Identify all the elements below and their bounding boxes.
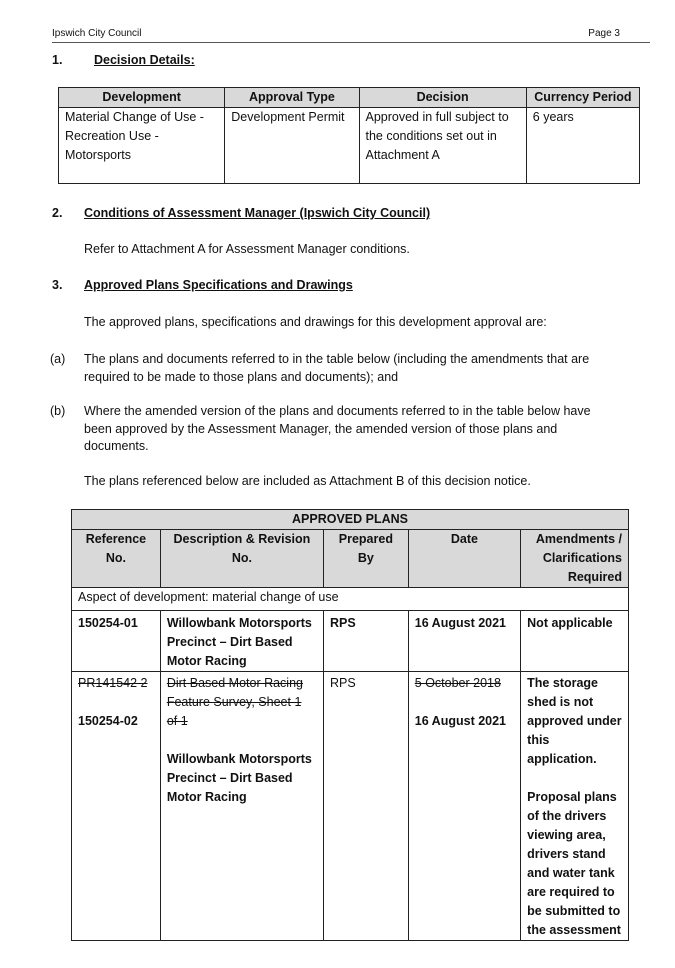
item-b-line3: documents.: [84, 439, 149, 453]
section2-number: 2.: [52, 206, 63, 220]
aspect-cell: Aspect of development: material change of use: [72, 588, 629, 611]
approval-type-cell: Development Permit: [225, 108, 359, 184]
row2-date-current: 16 August 2021: [414, 714, 507, 728]
row1-date: 16 August 2021: [408, 611, 520, 672]
col-reference: Reference No.: [72, 530, 161, 588]
row1-amendments: Not applicable: [521, 611, 629, 672]
row2-reference: [72, 672, 161, 941]
approved-plans-table: [71, 509, 629, 941]
item-a-line2: required to be made to those plans and documents); and: [84, 370, 399, 384]
table-row: [72, 672, 629, 941]
plans-header-row: [72, 530, 629, 588]
row2-amendments: The storage shed is not approved under this application. Proposal plans of the drivers viewing area, drivers stand and water tank are required to be submitted to the assessment: [521, 672, 629, 941]
section1-number: 1.: [52, 53, 63, 67]
col-approval-type: Approval Type: [225, 88, 359, 108]
row2-reference-current: 150254-02: [78, 714, 138, 728]
development-cell: Material Change of Use - Recreation Use - Motorsports: [59, 108, 225, 184]
col-currency-period: Currency Period: [526, 88, 639, 108]
page-number: Page 3: [588, 28, 620, 39]
decision-cell: Approved in full subject to the conditions set out in Attachment A: [359, 108, 526, 184]
item-b-label: (b): [50, 404, 66, 418]
col-amendments: Amendments / Clarifications Required: [521, 530, 629, 588]
section3-title: Approved Plans Specifications and Drawings: [84, 278, 353, 292]
row2-date-superseded: 5 October 2018: [414, 676, 501, 690]
table-row: [72, 611, 629, 672]
decision-details-table: [58, 87, 640, 184]
council-name: Ipswich City Council: [52, 28, 142, 39]
approved-plans-title: APPROVED PLANS: [72, 510, 629, 530]
row1-description: Willowbank Motorsports Precinct – Dirt Based Motor Racing: [160, 611, 323, 672]
page-header: [52, 26, 650, 43]
aspect-row: [72, 588, 629, 611]
item-a-label: (a): [50, 352, 66, 366]
row2-reference-superseded: PR141542 2: [78, 676, 148, 690]
item-a-line1: The plans and documents referred to in the table below (including the amendments that are: [84, 352, 590, 366]
row2-date: [408, 672, 520, 941]
item-b-line2: been approved by the Assessment Manager, the amended version of those plans and: [84, 422, 558, 436]
col-description: Description & Revision No.: [160, 530, 323, 588]
col-prepared-by: Prepared By: [323, 530, 408, 588]
section3-intro: The approved plans, specifications and drawings for this development approval are:: [84, 315, 547, 329]
section2-title: Conditions of Assessment Manager (Ipswich City Council): [84, 206, 431, 220]
section2-body: Refer to Attachment A for Assessment Manager conditions.: [84, 242, 410, 256]
section1-title: Decision Details:: [94, 53, 195, 67]
col-development: Development: [59, 88, 225, 108]
currency-period-cell: 6 years: [526, 108, 639, 184]
row1-reference: 150254-01: [72, 611, 161, 672]
row1-prepared: RPS: [323, 611, 408, 672]
attachment-note: The plans referenced below are included as Attachment B of this decision notice.: [84, 474, 531, 488]
item-b-line1: Where the amended version of the plans and documents referred to in the table below have: [84, 404, 591, 418]
section3-number: 3.: [52, 278, 63, 292]
row2-description: Dirt Based Motor Racing Feature Survey, Sheet 1 of 1 Willowbank Motorsports Precinct – Dirt Based Motor Racing: [160, 672, 323, 941]
decision-row: [59, 108, 640, 184]
col-decision: Decision: [359, 88, 526, 108]
col-date: Date: [408, 530, 520, 588]
row2-prepared: RPS: [323, 672, 408, 941]
